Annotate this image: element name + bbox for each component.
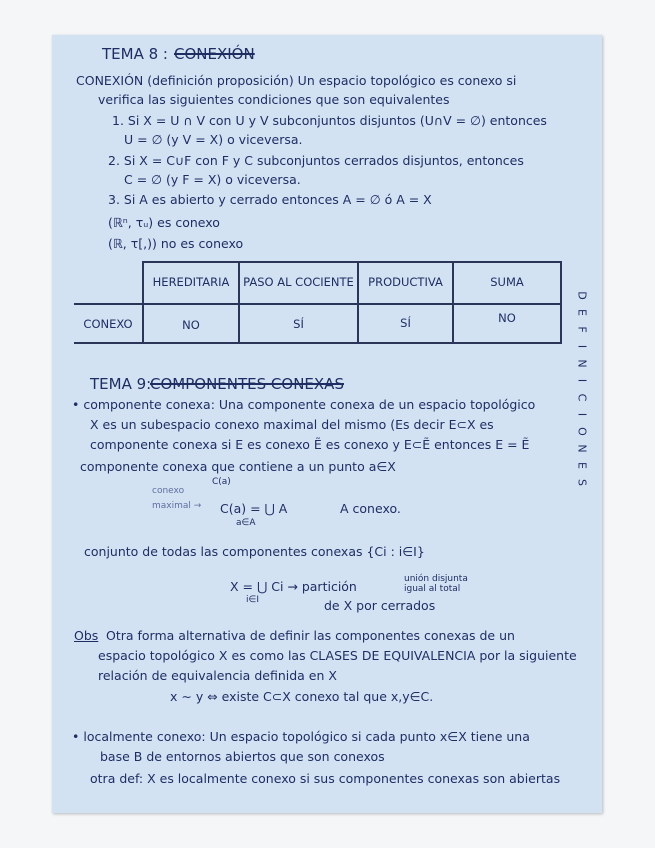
- side-letter: I: [575, 378, 589, 383]
- union-below: de X por cerrados: [324, 598, 436, 613]
- value-paso-al-cociente: SÍ: [293, 317, 304, 331]
- localmente-conexo-line1: • localmente conexo: Un espacio topológico si cada punto x∈X tiene una: [72, 729, 530, 744]
- header-productiva: PRODUCTIVA: [368, 275, 443, 289]
- conjunto-componentes-line: conjunto de todas las componentes conexas {Ci : i∈I}: [84, 544, 425, 559]
- example-no-conexo: (ℝ, τ[,)) no es conexo: [108, 236, 244, 251]
- example-conexo: (ℝⁿ, τᵤ) es conexo: [108, 215, 220, 230]
- componente-def-line4: componente conexa que contiene a un punto a∈X: [80, 459, 396, 474]
- side-letter: O: [575, 427, 589, 436]
- value-suma: NO: [498, 311, 516, 325]
- componente-def-line1: • componente conexa: Una componente conexa de un espacio topológico: [72, 397, 536, 412]
- condition-2-line1: 2. Si X = C∪F con F y C subconjuntos cerrados disjuntos, entonces: [108, 153, 524, 168]
- union-note-disjunta: unión disjunta: [404, 574, 468, 584]
- condition-1-line2: U = ∅ (y V = X) o viceversa.: [124, 132, 303, 147]
- side-letter: I: [575, 344, 589, 349]
- row-label-conexo: CONEXO: [83, 317, 133, 331]
- localmente-conexo-line3: otra def: X es localmente conexo si sus componentes conexas son abiertas: [90, 771, 561, 786]
- header-paso-al-cociente: PASO AL COCIENTE: [243, 275, 354, 289]
- union-formula: X = ⋃ Ci → partición: [230, 579, 357, 594]
- side-letter: S: [575, 479, 589, 486]
- value-hereditaria: NO: [182, 318, 200, 332]
- union-subscript: i∈I: [246, 595, 259, 605]
- annotation-maximal: maximal →: [152, 501, 202, 511]
- annotation-conexo: conexo: [152, 486, 185, 496]
- union-note-total: igual al total: [404, 584, 461, 594]
- tema8-bullet-line2: verifica las siguientes condiciones que son equivalentes: [98, 92, 450, 107]
- side-letter: N: [575, 359, 589, 368]
- obs-line1: Otra forma alternativa de definir las componentes conexas de un: [106, 628, 515, 643]
- header-hereditaria: HEREDITARIA: [152, 275, 230, 289]
- side-letter: E: [575, 309, 589, 316]
- annotation-ca: C(a): [212, 477, 231, 487]
- formula-ca: C(a) = ⋃ A: [220, 501, 288, 516]
- obs-label: Obs: [74, 628, 99, 643]
- side-letter: D: [575, 291, 589, 300]
- formula-ca-condition: A conexo.: [340, 501, 401, 516]
- side-label-definiciones: [573, 287, 591, 491]
- side-letter: F: [575, 326, 589, 333]
- tema8-bullet-line1: CONEXIÓN (definición proposición) Un espacio topológico es conexo si: [76, 73, 517, 88]
- condition-2-line2: C = ∅ (y F = X) o viceversa.: [124, 172, 301, 187]
- side-letter: N: [575, 444, 589, 453]
- value-productiva: SÍ: [400, 316, 411, 330]
- componente-def-line3: componente conexa si E es conexo Ẽ es conexo y E⊂Ẽ entonces E = Ẽ: [90, 437, 530, 452]
- tema9-label: TEMA 9:: [90, 375, 152, 393]
- condition-1-line1: 1. Si X = U ∩ V con U y V subconjuntos disjuntos (U∩V = ∅) entonces: [112, 113, 547, 128]
- side-letter: C: [575, 393, 589, 402]
- obs-line2: espacio topológico X es como las CLASES DE EQUIVALENCIA por la siguiente: [98, 648, 577, 663]
- side-letter: I: [575, 412, 589, 417]
- obs-line3: relación de equivalencia definida en X: [98, 668, 337, 683]
- componente-def-line2: X es un subespacio conexo maximal del mismo (Es decir E⊂X es: [90, 417, 494, 432]
- side-letter: E: [575, 462, 589, 469]
- condition-3: 3. Si A es abierto y cerrado entonces A = ∅ ó A = X: [108, 192, 432, 207]
- header-suma: SUMA: [490, 275, 524, 289]
- notebook-page: [52, 35, 602, 813]
- obs-relation: x ∼ y ⇔ existe C⊂X conexo tal que x,y∈C.: [170, 689, 434, 704]
- tema9-title: COMPONENTES CONEXAS: [150, 375, 344, 393]
- tema8-title: CONEXIÓN: [174, 45, 255, 63]
- formula-ca-subscript: a∈A: [236, 518, 256, 528]
- tema8-label: TEMA 8 :: [102, 45, 168, 63]
- localmente-conexo-line2: base B de entornos abiertos que son conexos: [100, 749, 385, 764]
